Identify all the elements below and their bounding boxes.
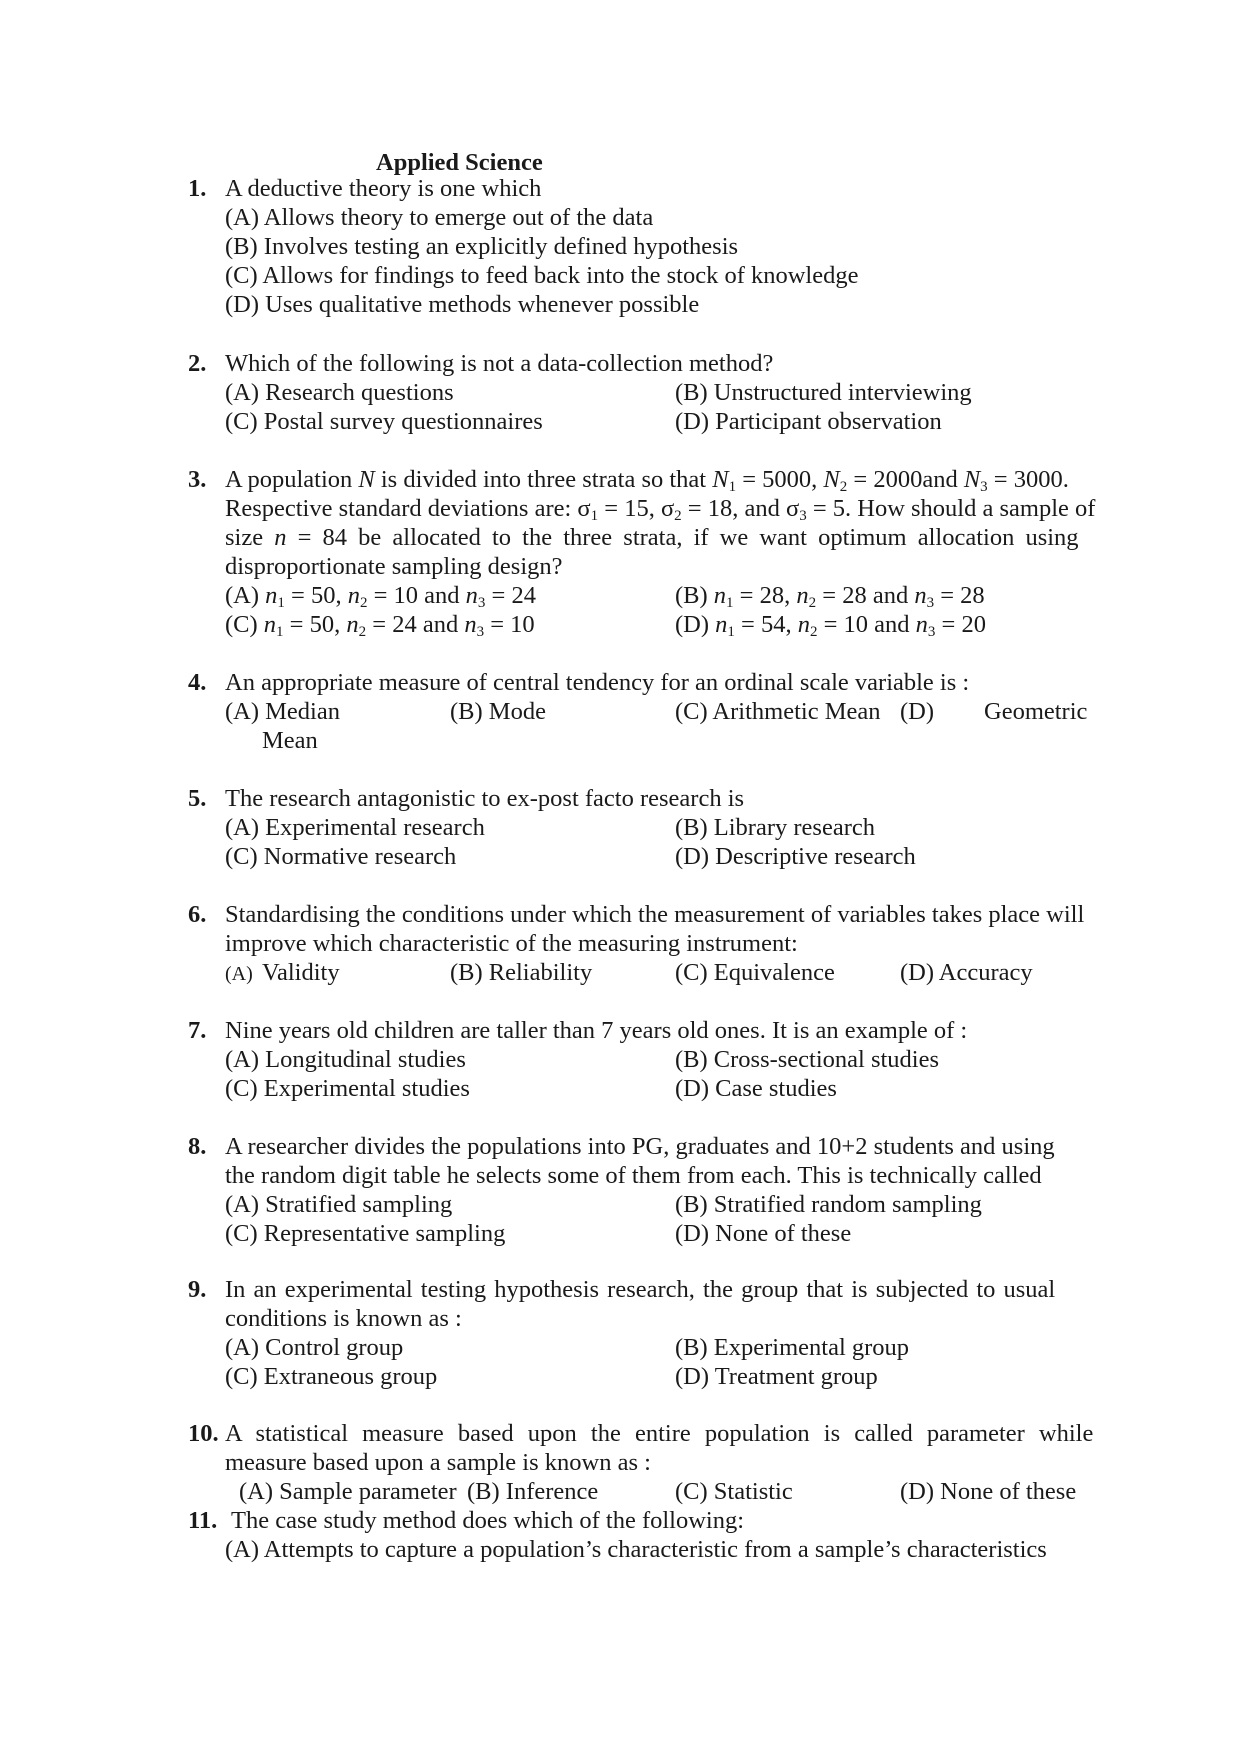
- option-a: (A) Attempts to capture a population’s characteristic from a sample’s characteristics: [225, 1536, 1047, 1563]
- question-stem-line: Respective standard deviations are: $\sigma_1 = 15$, $\sigma_2 = 18$, and $\sigma_3 = 5$. How should a sample of: [225, 495, 1096, 524]
- option-a: (A) Research questions: [225, 379, 454, 406]
- question-number: 6.: [188, 901, 207, 928]
- option-a: (A) Longitudinal studies: [225, 1046, 466, 1073]
- question-number: 10.: [188, 1420, 219, 1447]
- option-a: (A) Allows theory to emerge out of the data: [225, 204, 654, 231]
- option-b: (B) Inference: [467, 1478, 599, 1505]
- option-a: (A) Experimental research: [225, 814, 485, 841]
- option-a: (A) Stratified sampling: [225, 1191, 453, 1218]
- option-c: (C) Experimental studies: [225, 1075, 470, 1102]
- question-stem: The research antagonistic to ex-post facto research is: [225, 785, 745, 812]
- option-d: (D) Treatment group: [675, 1363, 878, 1390]
- option-c: (C) $n_1 = 50$, $n_2 = 24$ and $n_3 = 10$: [225, 611, 535, 640]
- option-c: (C) Allows for findings to feed back into the stock of knowledge: [225, 262, 859, 289]
- question-stem-line: size n = 84 be allocated to the three strata, if we want optimum allocation using: [225, 524, 1079, 551]
- question-stem-line: Standardising the conditions under which the measurement of variables takes place will: [225, 901, 1085, 928]
- option-c: (C) Statistic: [675, 1478, 793, 1505]
- question-stem: An appropriate measure of central tendency for an ordinal scale variable is :: [225, 669, 970, 696]
- question-number: 9.: [188, 1276, 207, 1303]
- question-number: 8.: [188, 1133, 207, 1160]
- option-d: (D) None of these: [900, 1478, 1077, 1505]
- question-number: 3.: [188, 466, 207, 493]
- question-stem-line: measure based upon a sample is known as :: [225, 1449, 651, 1476]
- option-c: (C) Arithmetic Mean: [675, 698, 881, 725]
- option-b: (B) Experimental group: [675, 1334, 910, 1361]
- option-b: (B) Unstructured interviewing: [675, 379, 972, 406]
- option-a-text: Validity: [262, 959, 340, 986]
- question-number: 4.: [188, 669, 207, 696]
- question-number: 2.: [188, 350, 207, 377]
- question-stem: Which of the following is not a data-collection method?: [225, 350, 774, 377]
- question-stem-line: improve which characteristic of the measuring instrument:: [225, 930, 798, 957]
- option-c: (C) Postal survey questionnaires: [225, 408, 543, 435]
- question-number: 7.: [188, 1017, 207, 1044]
- option-d: (D) None of these: [675, 1220, 852, 1247]
- question-stem-line: A population N is divided into three strata so that $N_1 = 5000$, $N_2 = 2000and$ $N_3 = 3000$.: [225, 466, 1069, 495]
- question-stem-line: disproportionate sampling design?: [225, 553, 563, 580]
- option-a: (A) Median: [225, 698, 340, 725]
- option-d: (D) Uses qualitative methods whenever possible: [225, 291, 700, 318]
- option-c: (C) Normative research: [225, 843, 457, 870]
- option-b: (B) Cross-sectional studies: [675, 1046, 940, 1073]
- option-b: (B) Reliability: [450, 959, 593, 986]
- question-stem-line: conditions is known as :: [225, 1305, 462, 1332]
- question-stem-line: A researcher divides the populations into PG, graduates and 10+2 students and using: [225, 1133, 1055, 1160]
- question-stem-line: In an experimental testing hypothesis research, the group that is subjected to usual: [225, 1276, 1056, 1303]
- question-stem: A deductive theory is one which: [225, 175, 542, 202]
- question-stem: The case study method does which of the following:: [231, 1507, 745, 1534]
- option-a: (A) $n_1 = 50$, $n_2 = 10$ and $n_3 = 24$: [225, 582, 536, 611]
- option-d-text: Geometric: [984, 698, 1088, 725]
- question-number: 1.: [188, 175, 207, 202]
- question-stem-line: the random digit table he selects some of them from each. This is technically called: [225, 1162, 1042, 1189]
- option-b: (B) $n_1 = 28$, $n_2 = 28$ and $n_3 = 28$: [675, 582, 985, 611]
- option-a: (A) Control group: [225, 1334, 404, 1361]
- option-c: (C) Representative sampling: [225, 1220, 506, 1247]
- question-number: 11.: [188, 1507, 218, 1534]
- option-d: (D) $n_1 = 54$, $n_2 = 10$ and $n_3 = 20$: [675, 611, 986, 640]
- option-d: (D): [900, 698, 935, 725]
- option-a: (A) Sample parameter: [239, 1478, 457, 1505]
- option-b: (B) Library research: [675, 814, 875, 841]
- option-d-text-continued: Mean: [262, 727, 318, 754]
- option-d: (D) Participant observation: [675, 408, 942, 435]
- question-stem-line: A statistical measure based upon the entire population is called parameter while: [225, 1420, 1094, 1447]
- option-b: (B) Mode: [450, 698, 546, 725]
- page-title: Applied Science: [376, 149, 543, 176]
- question-number: 5.: [188, 785, 207, 812]
- option-b: (B) Involves testing an explicitly defined hypothesis: [225, 233, 739, 260]
- question-stem: Nine years old children are taller than 7 years old ones. It is an example of :: [225, 1017, 968, 1044]
- option-c: (C) Extraneous group: [225, 1363, 438, 1390]
- option-d: (D) Case studies: [675, 1075, 837, 1102]
- option-b: (B) Stratified random sampling: [675, 1191, 982, 1218]
- option-c: (C) Equivalence: [675, 959, 835, 986]
- option-a: (A): [225, 963, 253, 985]
- option-d: (D) Descriptive research: [675, 843, 916, 870]
- option-d: (D) Accuracy: [900, 959, 1033, 986]
